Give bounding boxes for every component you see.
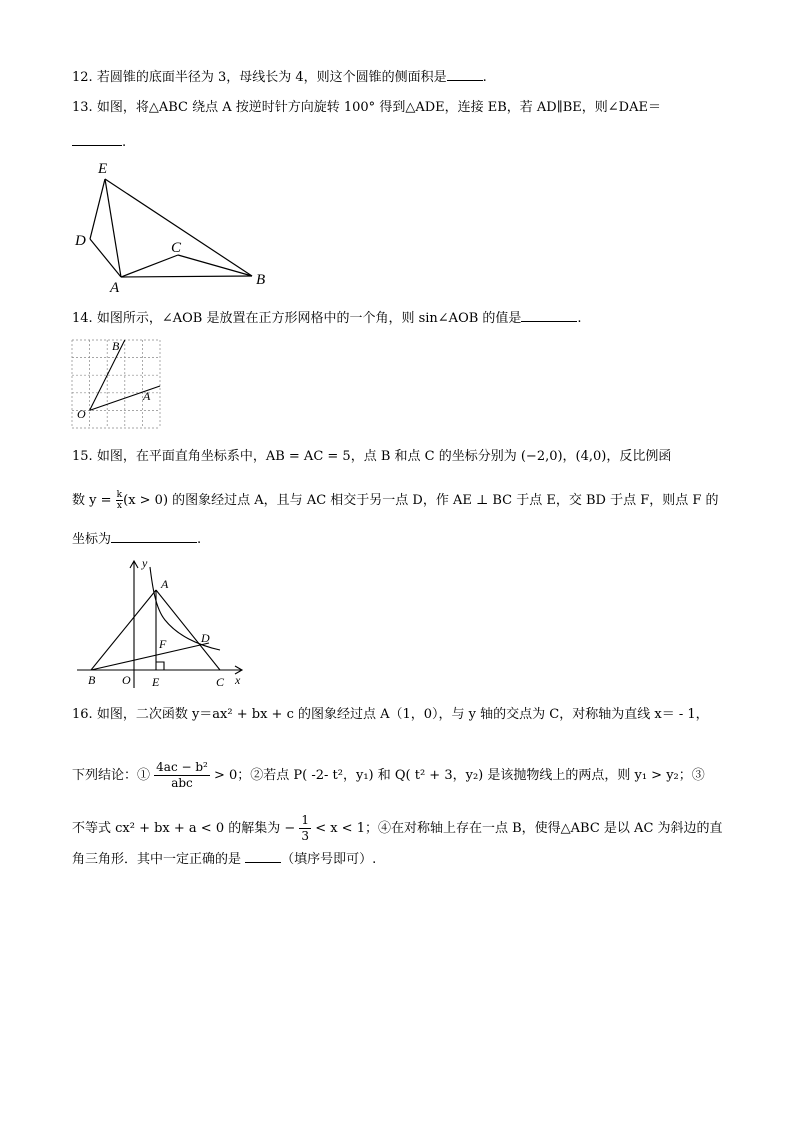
segment-ED — [90, 179, 105, 239]
label-x: x — [235, 673, 241, 687]
label-y: y — [142, 556, 148, 570]
question-15 — [72, 448, 671, 466]
right-angle-mark — [156, 662, 164, 670]
segment-DA — [90, 239, 121, 277]
label-D: D — [201, 631, 210, 645]
question-16-line2: 下列结论：① $\frac{\text{4ac − b²}}{\text{abc}}$ > 0；②若点 P( -2- t²，y₁) 和 Q( t² + 3，y₂) 是该抛物线上的两点，则 y₁ > y₂；③ — [72, 760, 705, 790]
question-15-line3: 坐标为 . — [72, 528, 201, 549]
segment-EB — [105, 179, 252, 276]
label-O: O — [122, 673, 131, 687]
question-text: 如图所示，∠AOB 是放置在正方形网格中的一个角，则 sin∠AOB 的值是 — [96, 311, 522, 326]
label-A: A — [110, 280, 120, 295]
question-number: 15. — [72, 449, 93, 464]
question-number: 14. — [72, 311, 93, 326]
answer-blank[interactable] — [521, 307, 577, 322]
question-text: 如图，二次函数 y＝ax² + bx + c 的图象经过点 A（1，0），与 y 轴的交点为 C，对称轴为直线 x＝ - 1， — [96, 707, 709, 722]
label-B: B — [88, 673, 96, 687]
fraction-one-third: $\frac{1}{3}$ — [301, 813, 310, 843]
figure-14-grid — [70, 336, 166, 430]
fraction-discriminant: $\frac{\text{4ac − b²}}{\text{abc}}$ — [156, 760, 208, 790]
segment-BD — [91, 643, 209, 670]
question-number: 16. — [72, 707, 93, 722]
figure-13-rotation — [70, 155, 270, 295]
label-O: O — [77, 407, 86, 421]
answer-blank[interactable] — [245, 848, 281, 863]
label-C: C — [171, 240, 182, 256]
segment-BA — [91, 590, 156, 670]
question-13 — [72, 99, 661, 117]
label-C: C — [216, 675, 225, 689]
segment-AC — [156, 590, 220, 670]
label-E: E — [98, 161, 108, 177]
answer-blank[interactable] — [72, 131, 122, 146]
label-D: D — [75, 233, 86, 249]
question-text: 若圆锥的底面半径为 3，母线长为 4，则这个圆锥的侧面积是 — [96, 70, 447, 85]
label-B: B — [256, 272, 266, 288]
question-13-answer-line: . — [72, 131, 126, 152]
label-A: A — [161, 577, 169, 591]
figure-15-coordinate — [72, 553, 257, 693]
label-A: A — [143, 389, 151, 403]
segment-AC — [121, 255, 178, 277]
question-number: 13. — [72, 100, 93, 115]
label-E: E — [152, 675, 160, 689]
label-B: B — [112, 339, 120, 353]
question-12: 12. 若圆锥的底面半径为 3，母线长为 4，则这个圆锥的侧面积是 . — [72, 66, 487, 87]
question-16 — [72, 706, 709, 724]
question-text: 如图，将△ABC 绕点 A 按逆时针方向旋转 100° 得到△ADE，连接 EB，若 AD∥BE，则∠DAE＝ — [96, 100, 661, 115]
question-14: 14. 如图所示，∠AOB 是放置在正方形网格中的一个角，则 sin∠AOB 的值是 . — [72, 307, 582, 328]
question-16-line4: 角三角形．其中一定正确的是 （填序号即可）. — [72, 848, 376, 869]
label-F: F — [159, 637, 167, 651]
answer-blank[interactable] — [111, 528, 197, 543]
question-15-line2: 数 y = $\frac{k}{x}$ (x > 0) 的图象经过点 A，且与 AC 相交于另一点 D，作 AE ⊥ BC 于点 E，交 BD 于点 F，则点 F 的 — [72, 490, 719, 511]
question-text: 如图，在平面直角坐标系中，AB = AC = 5，点 B 和点 C 的坐标分别为 (−2,0)，(4,0)，反比例函 — [96, 449, 672, 464]
answer-blank[interactable] — [447, 66, 483, 81]
segment-AB — [121, 276, 252, 277]
fraction-k-over-x: $\frac{k}{x}$ — [116, 490, 123, 511]
segment-CB — [178, 255, 252, 276]
segment-EA — [105, 179, 121, 277]
question-16-line3: 不等式 cx² + bx + a < 0 的解集为 − $\frac{1}{3}$ < x < 1；④在对称轴上存在一点 B，使得△ABC 是以 AC 为斜边的直 — [72, 813, 723, 843]
question-number: 12. — [72, 70, 93, 85]
